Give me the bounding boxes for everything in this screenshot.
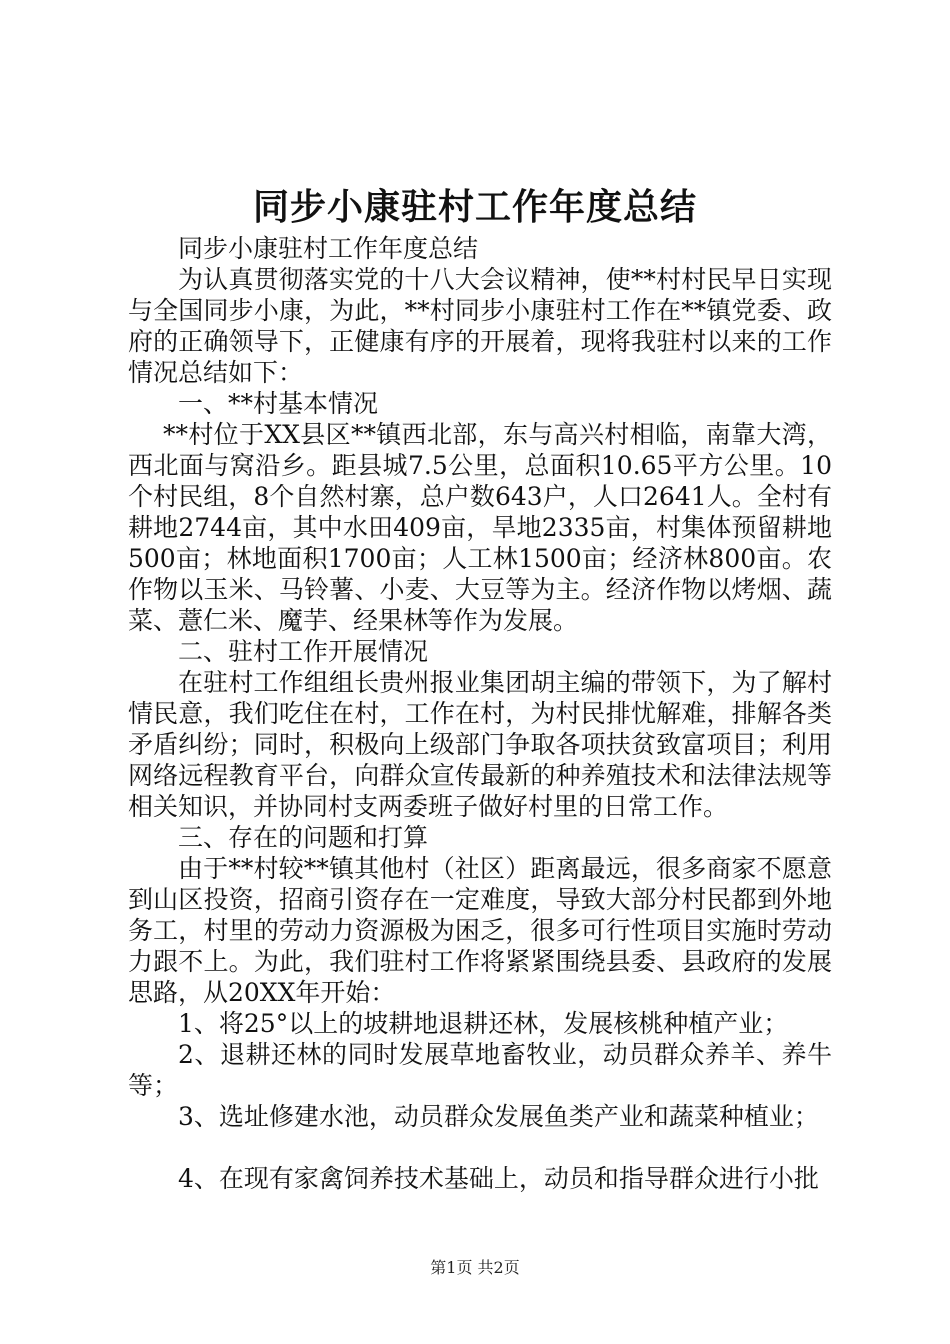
paragraph-work-progress: 在驻村工作组组长贵州报业集团胡主编的带领下，为了解村情民意，我们吃住在村，工作在村，为村民排忧解难，排解各类矛盾纠纷；同时，积极向上级部门争取各项扶贫致富项目；利用网络远程教育平台，向群众宣传最新的种养殖技术和法律法规等相关知识，并协同村支两委班子做好村里的日常工作。 [128, 668, 832, 821]
paragraph-intro: 为认真贯彻落实党的十八大会议精神，使**村村民早日实现与全国同步小康，为此，**村同步小康驻村工作在**镇党委、政府的正确领导下，正健康有序的开展着，现将我驻村以来的工作情况总结如下： [128, 265, 832, 387]
list-item-2: 2、退耕还林的同时发展草地畜牧业，动员群众养羊、养牛等； [128, 1040, 832, 1100]
page-footer: 第1页 共2页 [430, 1258, 520, 1277]
paragraph-subtitle: 同步小康驻村工作年度总结 [178, 234, 479, 263]
list-item-4: 4、在现有家禽饲养技术基础上，动员和指导群众进行小批 [178, 1164, 819, 1193]
section-heading-1: 一、**村基本情况 [178, 389, 379, 418]
document-body [128, 233, 832, 1194]
section-heading-3: 三、存在的问题和打算 [178, 823, 429, 852]
list-item-3: 3、选址修建水池，动员群众发展鱼类产业和蔬菜种植业； [178, 1102, 819, 1131]
paragraph-problems: 由于**村较**镇其他村（社区）距离最远，很多商家不愿意到山区投资，招商引资存在一定难度，导致大部分村民都到外地务工，村里的劳动力资源极为困乏，很多可行性项目实施时劳动力跟不上。为此，我们驻村工作将紧紧围绕县委、县政府的发展思路，从20XX年开始： [128, 854, 832, 1007]
document-title: 同步小康驻村工作年度总结 [252, 187, 697, 228]
list-item-1: 1、将25°以上的坡耕地退耕还林，发展核桃种植产业； [178, 1009, 789, 1038]
paragraph-basic-info: **村位于XX县区**镇西北部，东与高兴村相临，南靠大湾，西北面与窝沿乡。距县城7.5公里，总面积10.65平方公里。10个村民组，8个自然村寨，总户数643户，人口2641人。全村有耕地2744亩，其中水田409亩，旱地2335亩，村集体预留耕地500亩；林地面积1700亩；人工林1500亩；经济林800亩。农作物以玉米、马铃薯、小麦、大豆等为主。经济作物以烤烟、蔬菜、薏仁米、魔芋、经果林等作为发展。 [128, 420, 832, 635]
section-heading-2: 二、驻村工作开展情况 [178, 637, 429, 666]
